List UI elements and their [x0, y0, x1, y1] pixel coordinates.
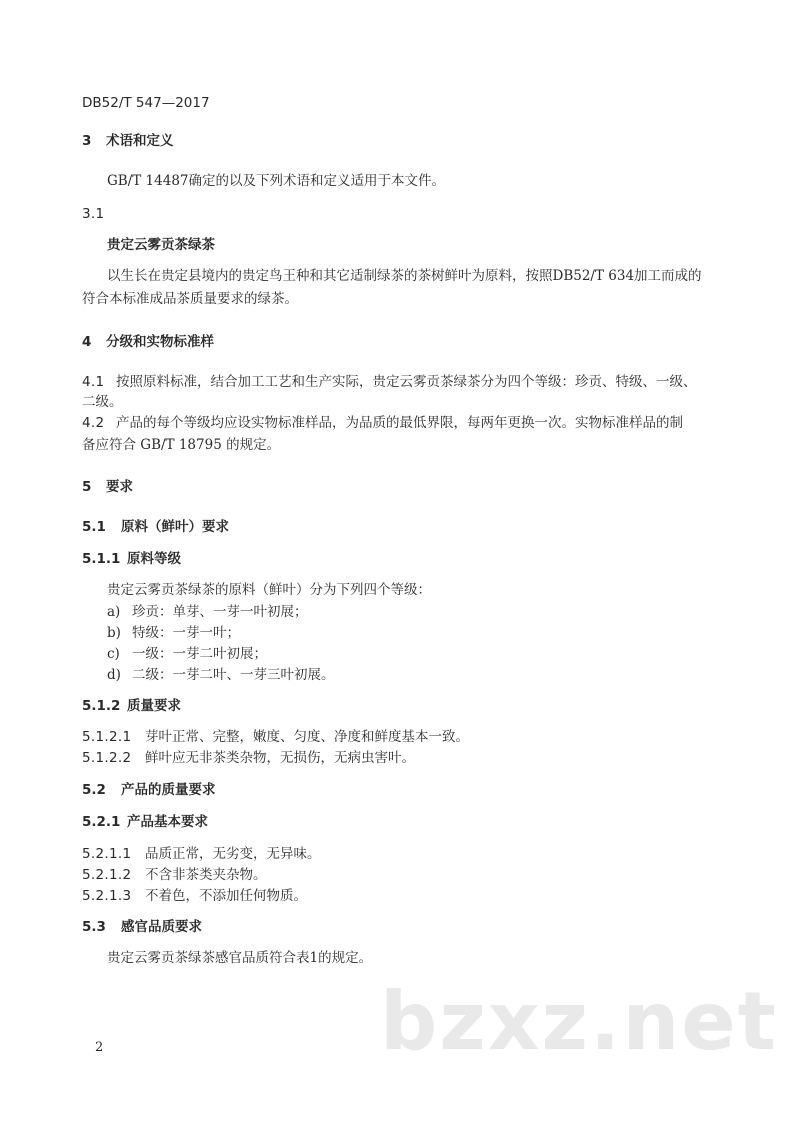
section-5-2-1-number: 5.2.1: [82, 814, 121, 830]
section-4-title: 分级和实物标准样: [106, 334, 214, 350]
section-5-2-1-3-number: 5.2.1.3: [82, 888, 132, 904]
grade-text: 特级：一芽一叶；: [132, 625, 240, 641]
grade-label: c): [107, 646, 120, 662]
section-5-1-2-1-text: 芽叶正常、完整，嫩度、匀度、净度和鲜度基本一致。: [145, 729, 469, 745]
grade-text: 珍贡：单芽、一芽一叶初展；: [132, 604, 308, 620]
section-5-1-1-number: 5.1.1: [82, 551, 121, 567]
section-5-1-2-2-text: 鲜叶应无非茶类杂物，无损伤，无病虫害叶。: [145, 750, 415, 766]
section-5-1-title: 原料（鲜叶）要求: [121, 519, 229, 535]
section-4-1-line-2: 二级。: [82, 394, 123, 410]
section-5-2-title: 产品的质量要求: [121, 782, 216, 798]
section-5-2-number: 5.2: [82, 782, 106, 798]
section-3-1-term: 贵定云雾贡茶绿茶: [107, 237, 215, 253]
page-number: 2: [95, 1040, 104, 1055]
grade-label: d): [107, 667, 121, 683]
section-5-2-1-title: 产品基本要求: [127, 814, 208, 830]
grade-label: a): [107, 604, 121, 620]
section-4-1-number: 4.1: [82, 374, 105, 390]
section-4-number: 4: [82, 334, 92, 350]
section-5-2-1-1-number: 5.2.1.1: [82, 846, 132, 862]
section-3-number: 3: [82, 133, 92, 149]
section-3-intro: GB/T 14487确定的以及下列术语和定义适用于本文件。: [107, 173, 445, 189]
section-4-2-line-1: 产品的每个等级均应设实物标准样品，为品质的最低界限，每两年更换一次。实物标准样品的制: [116, 415, 683, 431]
section-4-2-number: 4.2: [82, 415, 105, 431]
section-5-2-1-2-number: 5.2.1.2: [82, 867, 132, 883]
section-5-2-1-3-text: 不着色，不添加任何物质。: [145, 888, 307, 904]
section-5-2-1-2-text: 不含非茶类夹杂物。: [145, 867, 267, 883]
section-5-1-2-title: 质量要求: [127, 698, 181, 714]
grade-text: 二级：一芽二叶、一芽三叶初展。: [132, 667, 335, 683]
section-5-3-text: 贵定云雾贡茶绿茶感官品质符合表1的规定。: [107, 950, 373, 966]
section-5-1-2-number: 5.1.2: [82, 698, 121, 714]
section-5-1-number: 5.1: [82, 519, 106, 535]
section-5-1-2-2-number: 5.1.2.2: [82, 750, 132, 766]
grade-label: b): [107, 625, 121, 641]
section-5-1-1-title: 原料等级: [127, 551, 181, 567]
section-5-title: 要求: [106, 479, 133, 495]
document-header-code: DB52/T 547—2017: [82, 95, 210, 111]
section-3-1-number: 3.1: [82, 206, 105, 222]
section-5-1-1-intro: 贵定云雾贡茶绿茶的原料（鲜叶）分为下列四个等级：: [107, 582, 431, 598]
section-3-1-definition-line-2: 符合本标准成品茶质量要求的绿茶。: [82, 291, 298, 307]
section-3-1-definition-line-1: 以生长在贵定县境内的贵定鸟王种和其它适制绿茶的茶树鲜叶为原料，按照DB52/T 634加工而成的: [107, 268, 702, 284]
section-5-3-title: 感官品质要求: [121, 919, 202, 935]
section-5-2-1-1-text: 品质正常，无劣变，无异味。: [145, 846, 321, 862]
section-5-number: 5: [82, 479, 92, 495]
grade-text: 一级：一芽二叶初展；: [132, 646, 267, 662]
section-5-1-2-1-number: 5.1.2.1: [82, 729, 132, 745]
section-3-title: 术语和定义: [106, 133, 174, 149]
section-4-2-line-2: 备应符合 GB/T 18795 的规定。: [82, 437, 281, 453]
watermark-text: bzxz.net: [380, 975, 778, 1068]
section-4-1-line-1: 按照原料标准，结合加工工艺和生产实际，贵定云雾贡茶绿茶分为四个等级：珍贡、特级、一级、: [116, 374, 697, 390]
section-5-3-number: 5.3: [82, 919, 106, 935]
